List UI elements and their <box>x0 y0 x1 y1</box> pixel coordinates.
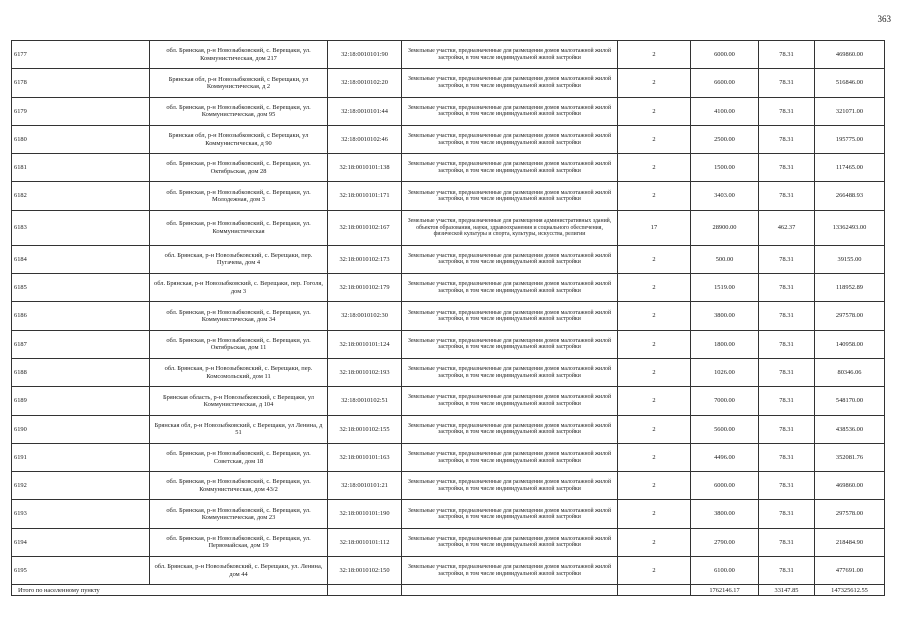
cadastral-number-cell: 32:18:0010101:112 <box>328 528 402 556</box>
cadastral-number-cell: 32:18:0010101:163 <box>328 443 402 471</box>
row-number: 6177 <box>12 41 150 69</box>
table-row <box>12 182 885 210</box>
address-cell: обл. Брянская, р-н Новозыбковский, с. Верещаки, ул. Советская, дом 18 <box>150 443 328 471</box>
cadastral-value-cell: 297578.00 <box>815 500 885 528</box>
land-purpose-cell: Земельные участки, предназначенные для размещения домов малоэтажной жилой застройки, в том числе индивидуальной жилой застройки <box>402 245 618 273</box>
cadastral-number-cell: 32:18:0010102:150 <box>328 557 402 585</box>
cadastral-number-cell: 32:18:0010102:167 <box>328 210 402 245</box>
land-purpose-cell: Земельные участки, предназначенные для размещения домов малоэтажной жилой застройки, в том числе индивидуальной жилой застройки <box>402 274 618 302</box>
group-code-cell: 2 <box>618 302 691 330</box>
table-row <box>12 500 885 528</box>
cadastral-value-cell: 469860.00 <box>815 472 885 500</box>
group-code-cell: 2 <box>618 274 691 302</box>
specific-value-cell: 78.31 <box>759 154 815 182</box>
page-number: 363 <box>877 14 891 24</box>
table-row <box>12 41 885 69</box>
row-number: 6180 <box>12 125 150 153</box>
cadastral-value-cell: 352081.76 <box>815 443 885 471</box>
area-cell: 6100.00 <box>691 557 759 585</box>
table-row <box>12 154 885 182</box>
land-purpose-cell: Земельные участки, предназначенные для размещения домов малоэтажной жилой застройки, в том числе индивидуальной жилой застройки <box>402 182 618 210</box>
land-purpose-cell: Земельные участки, предназначенные для размещения домов малоэтажной жилой застройки, в том числе индивидуальной жилой застройки <box>402 557 618 585</box>
table-row <box>12 274 885 302</box>
land-purpose-cell: Земельные участки, предназначенные для размещения домов малоэтажной жилой застройки, в том числе индивидуальной жилой застройки <box>402 69 618 97</box>
cadastral-value-cell: 548170.00 <box>815 387 885 415</box>
row-number: 6191 <box>12 443 150 471</box>
land-purpose-cell: Земельные участки, предназначенные для размещения административных зданий, объектов образования, науки, здравоохранения и социального обеспечения, физической культуры и спорта, культуры, искусства, религии <box>402 210 618 245</box>
address-cell: обл. Брянская, р-н Новозыбковский, с. Верещаки, ул. Первомайская, дом 19 <box>150 528 328 556</box>
table-row <box>12 245 885 273</box>
address-cell: обл. Брянская, р-н Новозыбковский, с. Верещаки, ул. Октябрьская, дом 11 <box>150 330 328 358</box>
specific-value-cell: 78.31 <box>759 41 815 69</box>
land-purpose-cell: Земельные участки, предназначенные для размещения домов малоэтажной жилой застройки, в том числе индивидуальной жилой застройки <box>402 500 618 528</box>
address-cell: обл. Брянская, р-н Новозыбковский, с. Верещаки, ул. Ленина, дом 44 <box>150 557 328 585</box>
table-row <box>12 97 885 125</box>
group-code-cell: 2 <box>618 443 691 471</box>
row-number: 6188 <box>12 358 150 386</box>
total-specific-value: 33147.85 <box>759 585 815 596</box>
specific-value-cell: 462.37 <box>759 210 815 245</box>
table-row <box>12 528 885 556</box>
total-empty-cell <box>402 585 618 596</box>
total-label: Итого по населенному пункту <box>12 585 328 596</box>
group-code-cell: 2 <box>618 154 691 182</box>
specific-value-cell: 78.31 <box>759 358 815 386</box>
cadastral-value-cell: 297578.00 <box>815 302 885 330</box>
group-code-cell: 2 <box>618 245 691 273</box>
land-purpose-cell: Земельные участки, предназначенные для размещения домов малоэтажной жилой застройки, в том числе индивидуальной жилой застройки <box>402 41 618 69</box>
address-cell: Брянская область, р-н Новозыбковский, с Верещаки, ул Коммунистическая, д 104 <box>150 387 328 415</box>
table-row <box>12 69 885 97</box>
specific-value-cell: 78.31 <box>759 415 815 443</box>
cadastral-value-cell: 477691.00 <box>815 557 885 585</box>
address-cell: обл. Брянская, р-н Новозыбковский, с. Верещаки, ул. Коммунистическая, дом 23 <box>150 500 328 528</box>
cadastral-value-cell: 39155.00 <box>815 245 885 273</box>
row-number: 6192 <box>12 472 150 500</box>
cadastral-number-cell: 32:18:0010102:30 <box>328 302 402 330</box>
total-area: 1762146.17 <box>691 585 759 596</box>
cadastral-number-cell: 32:18:0010101:124 <box>328 330 402 358</box>
address-cell: обл. Брянская, р-н Новозыбковский, с. Верещаки, ул. Коммунистическая, дом 34 <box>150 302 328 330</box>
specific-value-cell: 78.31 <box>759 302 815 330</box>
address-cell: Брянская обл, р-н Новозыбковский, с Верещаки, ул Ленина, д 51 <box>150 415 328 443</box>
land-purpose-cell: Земельные участки, предназначенные для размещения домов малоэтажной жилой застройки, в том числе индивидуальной жилой застройки <box>402 415 618 443</box>
row-number: 6195 <box>12 557 150 585</box>
specific-value-cell: 78.31 <box>759 472 815 500</box>
table-row <box>12 302 885 330</box>
specific-value-cell: 78.31 <box>759 274 815 302</box>
address-cell: Брянская обл, р-н Новозыбковский, с Верещаки, ул Коммунистическая, д 2 <box>150 69 328 97</box>
total-empty-cell <box>328 585 402 596</box>
group-code-cell: 2 <box>618 358 691 386</box>
specific-value-cell: 78.31 <box>759 97 815 125</box>
area-cell: 28900.00 <box>691 210 759 245</box>
row-number: 6184 <box>12 245 150 273</box>
cadastral-number-cell: 32:18:0010101:171 <box>328 182 402 210</box>
land-purpose-cell: Земельные участки, предназначенные для размещения домов малоэтажной жилой застройки, в том числе индивидуальной жилой застройки <box>402 358 618 386</box>
address-cell: обл. Брянская, р-н Новозыбковский, с. Верещаки, ул. Коммунистическая, дом 217 <box>150 41 328 69</box>
cadastral-number-cell: 32:18:0010102:193 <box>328 358 402 386</box>
cadastral-value-cell: 80346.06 <box>815 358 885 386</box>
table-row <box>12 387 885 415</box>
row-number: 6185 <box>12 274 150 302</box>
cadastral-value-cell: 516846.00 <box>815 69 885 97</box>
table-row <box>12 443 885 471</box>
area-cell: 3800.00 <box>691 302 759 330</box>
row-number: 6186 <box>12 302 150 330</box>
address-cell: обл. Брянская, р-н Новозыбковский, с. Верещаки, ул. Коммунистическая, дом 95 <box>150 97 328 125</box>
table-row <box>12 210 885 245</box>
cadastral-number-cell: 32:18:0010101:21 <box>328 472 402 500</box>
address-cell: Брянская обл, р-н Новозыбковский, с Верещаки, ул Коммунистическая, д 90 <box>150 125 328 153</box>
specific-value-cell: 78.31 <box>759 443 815 471</box>
land-purpose-cell: Земельные участки, предназначенные для размещения домов малоэтажной жилой застройки, в том числе индивидуальной жилой застройки <box>402 125 618 153</box>
total-empty-cell <box>618 585 691 596</box>
specific-value-cell: 78.31 <box>759 245 815 273</box>
group-code-cell: 2 <box>618 182 691 210</box>
cadastral-number-cell: 32:18:0010101:138 <box>328 154 402 182</box>
cadastral-value-cell: 195775.00 <box>815 125 885 153</box>
land-purpose-cell: Земельные участки, предназначенные для размещения домов малоэтажной жилой застройки, в том числе индивидуальной жилой застройки <box>402 97 618 125</box>
land-purpose-cell: Земельные участки, предназначенные для размещения домов малоэтажной жилой застройки, в том числе индивидуальной жилой застройки <box>402 154 618 182</box>
cadastral-number-cell: 32:18:0010102:20 <box>328 69 402 97</box>
land-purpose-cell: Земельные участки, предназначенные для размещения домов малоэтажной жилой застройки, в том числе индивидуальной жилой застройки <box>402 330 618 358</box>
address-cell: обл. Брянская, р-н Новозыбковский, с. Верещаки, пер. Пугачева, дом 4 <box>150 245 328 273</box>
area-cell: 5600.00 <box>691 415 759 443</box>
row-number: 6183 <box>12 210 150 245</box>
row-number: 6189 <box>12 387 150 415</box>
cadastral-value-cell: 117465.00 <box>815 154 885 182</box>
group-code-cell: 2 <box>618 69 691 97</box>
area-cell: 500.00 <box>691 245 759 273</box>
table-row <box>12 125 885 153</box>
row-number: 6187 <box>12 330 150 358</box>
row-number: 6194 <box>12 528 150 556</box>
area-cell: 6600.00 <box>691 69 759 97</box>
cadastral-value-cell: 218484.90 <box>815 528 885 556</box>
table-row <box>12 358 885 386</box>
land-purpose-cell: Земельные участки, предназначенные для размещения домов малоэтажной жилой застройки, в том числе индивидуальной жилой застройки <box>402 387 618 415</box>
group-code-cell: 2 <box>618 125 691 153</box>
cadastral-number-cell: 32:18:0010101:90 <box>328 41 402 69</box>
specific-value-cell: 78.31 <box>759 182 815 210</box>
group-code-cell: 2 <box>618 415 691 443</box>
cadastral-value-cell: 118952.89 <box>815 274 885 302</box>
group-code-cell: 2 <box>618 387 691 415</box>
land-purpose-cell: Земельные участки, предназначенные для размещения домов малоэтажной жилой застройки, в том числе индивидуальной жилой застройки <box>402 528 618 556</box>
specific-value-cell: 78.31 <box>759 125 815 153</box>
specific-value-cell: 78.31 <box>759 69 815 97</box>
area-cell: 2790.00 <box>691 528 759 556</box>
cadastral-value-table <box>11 40 885 596</box>
land-purpose-cell: Земельные участки, предназначенные для размещения домов малоэтажной жилой застройки, в том числе индивидуальной жилой застройки <box>402 302 618 330</box>
cadastral-value-cell: 266488.93 <box>815 182 885 210</box>
address-cell: обл. Брянская, р-н Новозыбковский, с. Верещаки, ул. Октябрьская, дом 28 <box>150 154 328 182</box>
group-code-cell: 2 <box>618 528 691 556</box>
area-cell: 1800.00 <box>691 330 759 358</box>
total-cadastral-value: 147325612.55 <box>815 585 885 596</box>
address-cell: обл. Брянская, р-н Новозыбковский, с. Верещаки, ул. Коммунистическая, дом 43/2 <box>150 472 328 500</box>
area-cell: 1500.00 <box>691 154 759 182</box>
row-number: 6182 <box>12 182 150 210</box>
cadastral-number-cell: 32:18:0010101:190 <box>328 500 402 528</box>
group-code-cell: 2 <box>618 500 691 528</box>
area-cell: 1026.00 <box>691 358 759 386</box>
row-number: 6178 <box>12 69 150 97</box>
group-code-cell: 17 <box>618 210 691 245</box>
row-number: 6190 <box>12 415 150 443</box>
group-code-cell: 2 <box>618 41 691 69</box>
group-code-cell: 2 <box>618 557 691 585</box>
address-cell: обл. Брянская, р-н Новозыбковский, с. Верещаки, ул. Коммунистическая <box>150 210 328 245</box>
area-cell: 4496.00 <box>691 443 759 471</box>
table-row <box>12 415 885 443</box>
row-number: 6181 <box>12 154 150 182</box>
area-cell: 3800.00 <box>691 500 759 528</box>
group-code-cell: 2 <box>618 97 691 125</box>
cadastral-number-cell: 32:18:0010102:155 <box>328 415 402 443</box>
specific-value-cell: 78.31 <box>759 500 815 528</box>
table-row <box>12 330 885 358</box>
total-row <box>12 585 885 596</box>
area-cell: 6000.00 <box>691 472 759 500</box>
cadastral-value-cell: 13362493.00 <box>815 210 885 245</box>
area-cell: 6000.00 <box>691 41 759 69</box>
area-cell: 2500.00 <box>691 125 759 153</box>
row-number: 6179 <box>12 97 150 125</box>
cadastral-value-cell: 438536.00 <box>815 415 885 443</box>
area-cell: 4100.00 <box>691 97 759 125</box>
area-cell: 7000.00 <box>691 387 759 415</box>
cadastral-number-cell: 32:18:0010102:51 <box>328 387 402 415</box>
land-purpose-cell: Земельные участки, предназначенные для размещения домов малоэтажной жилой застройки, в том числе индивидуальной жилой застройки <box>402 472 618 500</box>
specific-value-cell: 78.31 <box>759 330 815 358</box>
specific-value-cell: 78.31 <box>759 387 815 415</box>
table-body <box>12 41 885 596</box>
address-cell: обл. Брянская, р-н Новозыбковский, с. Верещаки, пер. Комсомольский, дом 11 <box>150 358 328 386</box>
land-purpose-cell: Земельные участки, предназначенные для размещения домов малоэтажной жилой застройки, в том числе индивидуальной жилой застройки <box>402 443 618 471</box>
cadastral-number-cell: 32:18:0010101:44 <box>328 97 402 125</box>
cadastral-value-cell: 321071.00 <box>815 97 885 125</box>
specific-value-cell: 78.31 <box>759 528 815 556</box>
table-row <box>12 472 885 500</box>
group-code-cell: 2 <box>618 330 691 358</box>
row-number: 6193 <box>12 500 150 528</box>
cadastral-number-cell: 32:18:0010102:173 <box>328 245 402 273</box>
address-cell: обл. Брянская, р-н Новозыбковский, с. Верещаки, пер. Гоголя, дом 3 <box>150 274 328 302</box>
cadastral-number-cell: 32:18:0010102:46 <box>328 125 402 153</box>
cadastral-value-cell: 469860.00 <box>815 41 885 69</box>
group-code-cell: 2 <box>618 472 691 500</box>
area-cell: 1519.00 <box>691 274 759 302</box>
cadastral-value-cell: 140958.00 <box>815 330 885 358</box>
specific-value-cell: 78.31 <box>759 557 815 585</box>
table-row <box>12 557 885 585</box>
area-cell: 3403.00 <box>691 182 759 210</box>
cadastral-number-cell: 32:18:0010102:179 <box>328 274 402 302</box>
address-cell: обл. Брянская, р-н Новозыбковский, с. Верещаки, ул. Молодежная, дом 3 <box>150 182 328 210</box>
